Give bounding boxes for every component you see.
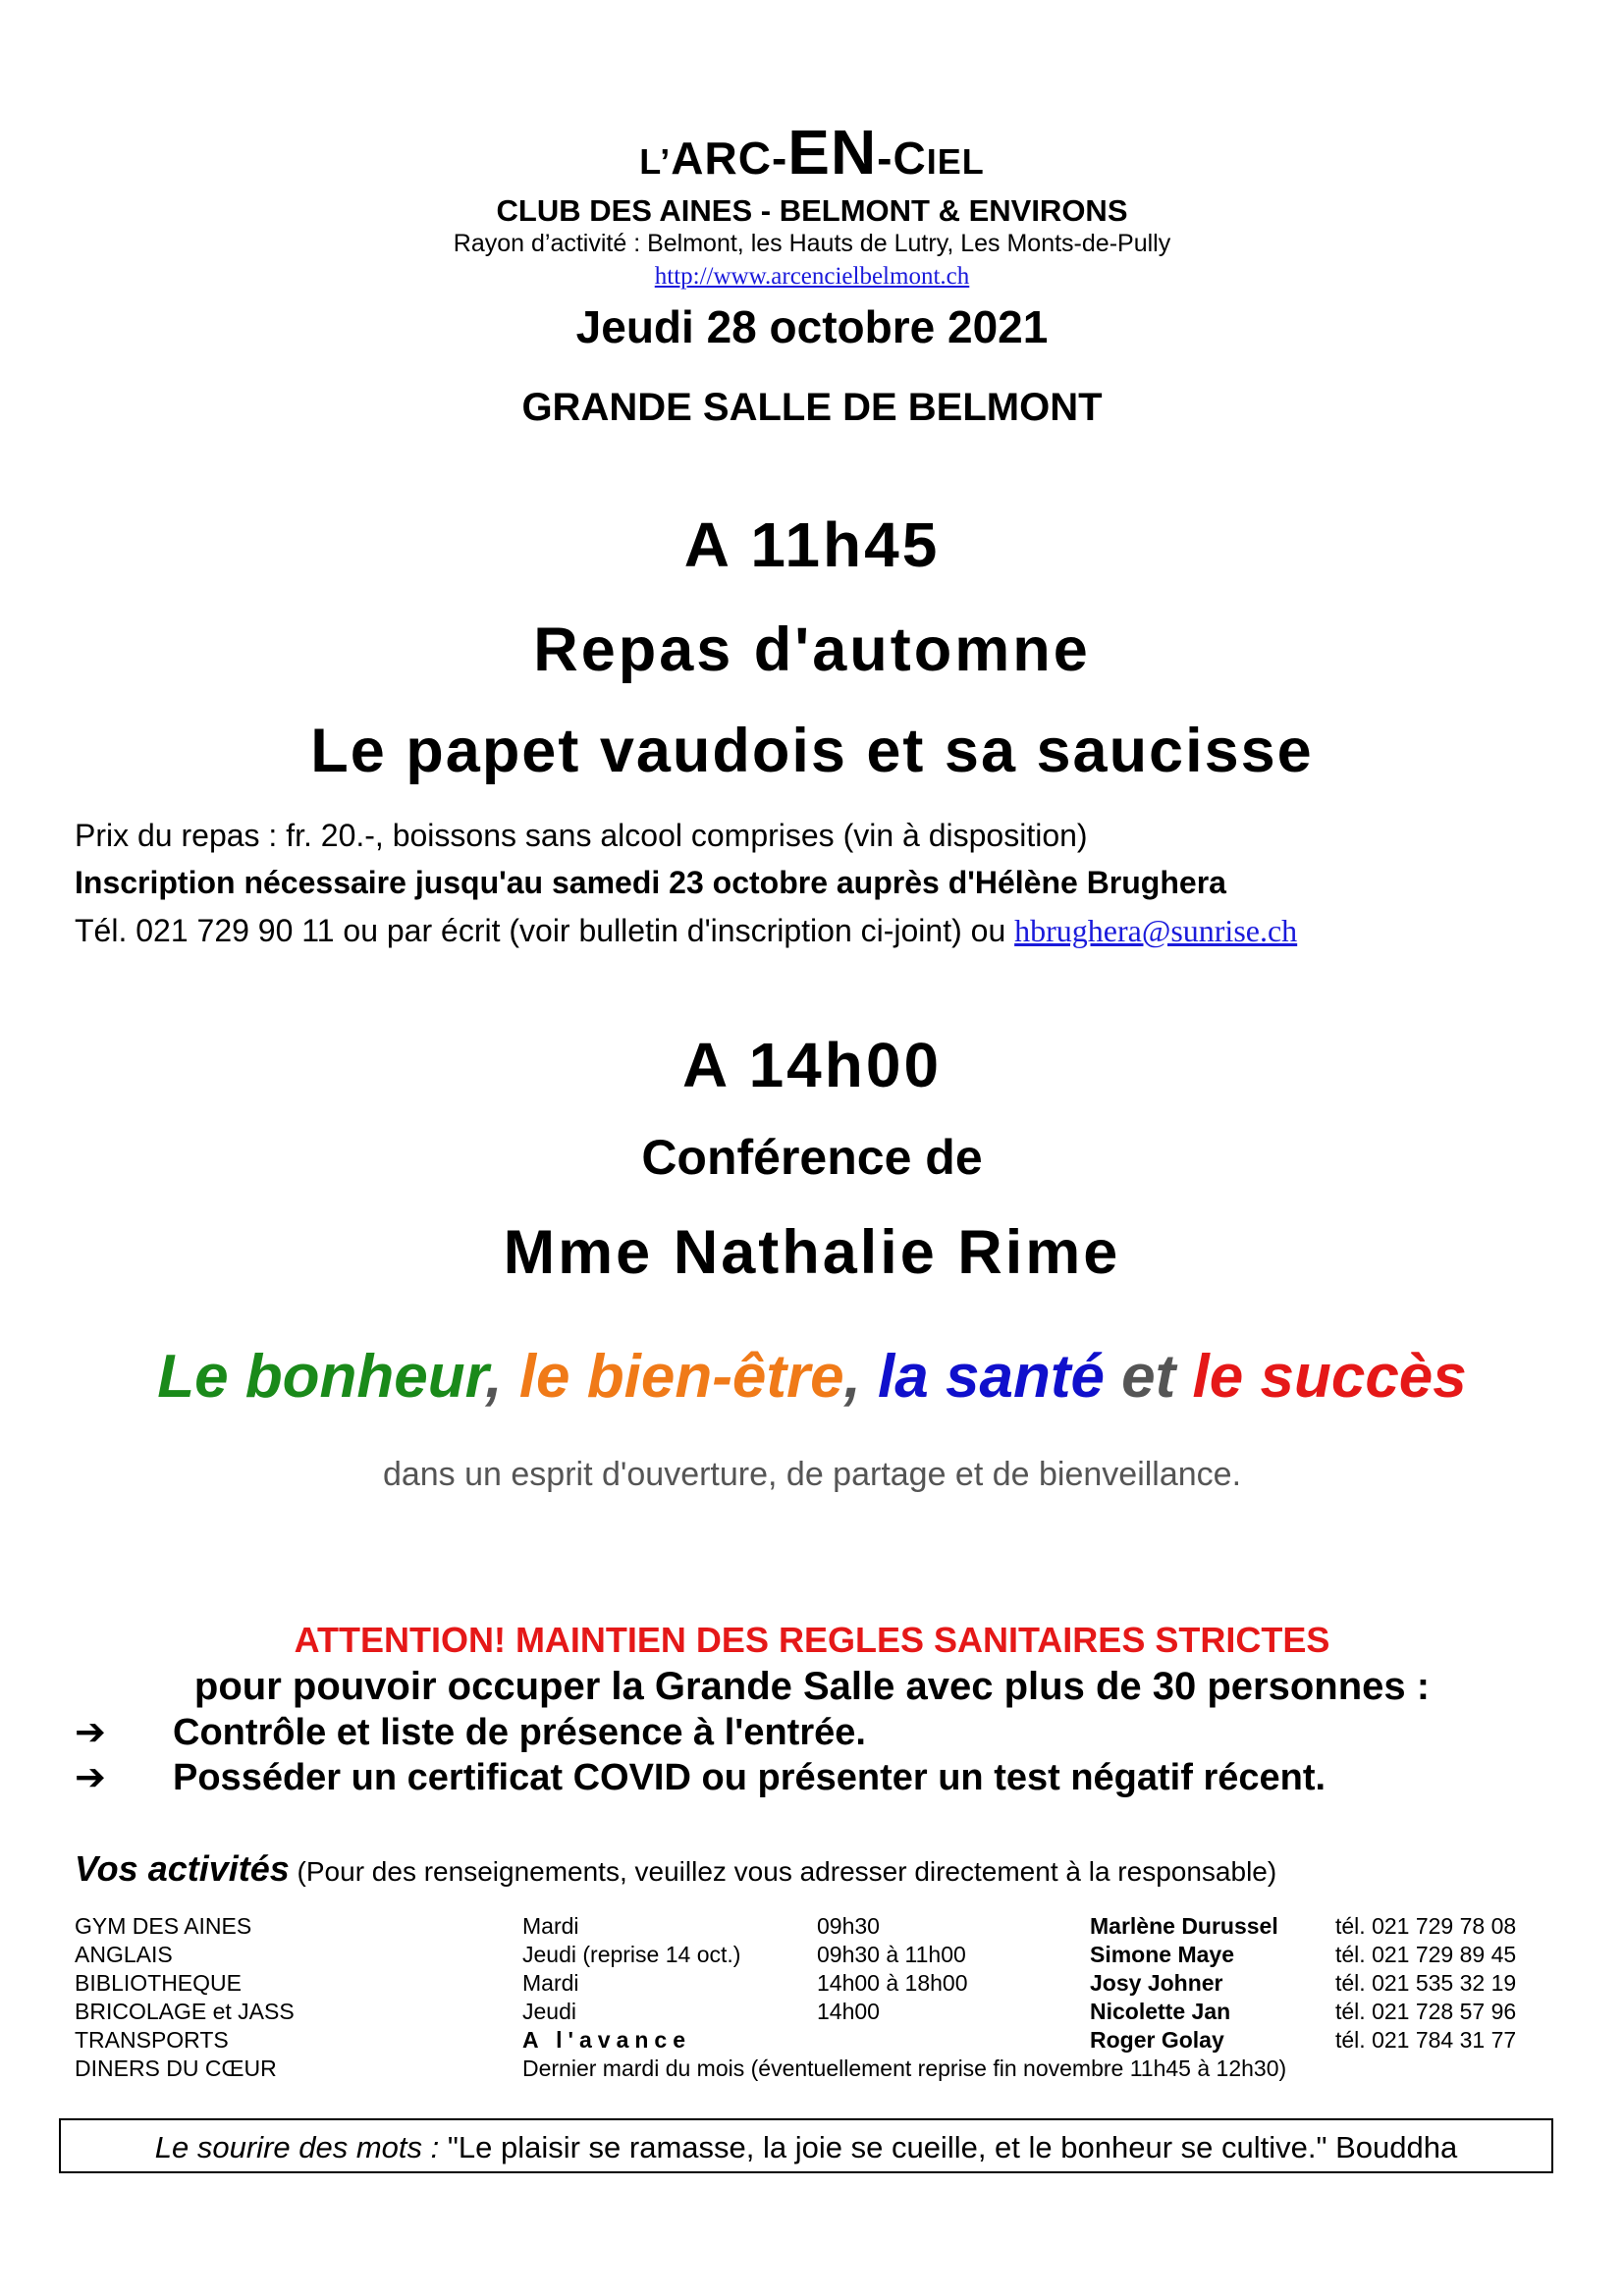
meal-menu: Le papet vaudois et sa saucisse bbox=[310, 717, 1314, 785]
email-link[interactable]: hbrughera@sunrise.ch bbox=[1014, 913, 1298, 948]
sanitary-warning: ATTENTION! MAINTIEN DES REGLES SANITAIRES STRICTES bbox=[294, 1620, 1330, 1660]
sanitary-rule-text: Posséder un certificat COVID ou présenter un test négatif récent. bbox=[173, 1757, 1326, 1798]
sanitary-rule bbox=[75, 1710, 866, 1754]
activity-row bbox=[0, 1999, 1624, 2027]
activity-time: 09h30 bbox=[817, 1913, 880, 1939]
registration-contact bbox=[75, 913, 1297, 949]
activity-day: Dernier mardi du mois (éventuellement reprise fin novembre 11h45 à 12h30) bbox=[522, 2056, 1287, 2081]
quote-label: Le sourire des mots : bbox=[154, 2130, 448, 2164]
conference-intro: Conférence de bbox=[641, 1130, 983, 1185]
activities-note: (Pour des renseignements, veuillez vous adresser directement à la responsable) bbox=[289, 1856, 1277, 1887]
title-l: L bbox=[639, 141, 661, 182]
theme-bonheur: Le bonheur bbox=[157, 1343, 486, 1411]
event-date: Jeudi 28 octobre 2021 bbox=[575, 301, 1049, 352]
club-title bbox=[0, 116, 1624, 188]
conference-themes bbox=[0, 1342, 1624, 1412]
quote bbox=[61, 2130, 1551, 2165]
activity-time: 09h30 à 11h00 bbox=[817, 1942, 966, 1967]
activity-phone: tél. 021 729 78 08 bbox=[1335, 1913, 1517, 1939]
right-arrow-icon: ➔ bbox=[75, 1712, 106, 1753]
activity-phone: tél. 021 728 57 96 bbox=[1335, 1999, 1517, 2024]
activity-contact: Marlène Durussel bbox=[1090, 1913, 1278, 1939]
activity-name: BIBLIOTHEQUE bbox=[75, 1970, 242, 1996]
sanitary-rule bbox=[75, 1755, 1326, 1799]
activity-row bbox=[0, 2027, 1624, 2056]
theme-sep-3: et bbox=[1104, 1343, 1193, 1411]
activity-row bbox=[0, 1913, 1624, 1942]
activities-heading bbox=[75, 1848, 1276, 1890]
activity-day: Mardi bbox=[522, 1913, 579, 1939]
club-subtitle: CLUB DES AINES - BELMONT & ENVIRONS bbox=[496, 193, 1128, 228]
activity-contact: Nicolette Jan bbox=[1090, 1999, 1231, 2024]
activity-name: TRANSPORTS bbox=[75, 2027, 229, 2053]
activity-contact: Roger Golay bbox=[1090, 2027, 1224, 2053]
theme-sep-1: , bbox=[485, 1343, 519, 1411]
theme-sante: la santé bbox=[878, 1343, 1105, 1411]
title-en: EN bbox=[787, 117, 878, 187]
activity-day: Jeudi (reprise 14 oct.) bbox=[522, 1942, 741, 1967]
meal-title: Repas d'automne bbox=[533, 615, 1091, 684]
conference-spirit: dans un esprit d'ouverture, de partage et de bienveillance. bbox=[382, 1456, 1242, 1493]
registration-deadline: Inscription nécessaire jusqu'au samedi 23 octobre auprès d'Hélène Brughera bbox=[75, 865, 1226, 900]
activity-day: A l'avance bbox=[522, 2027, 692, 2053]
activity-contact: Simone Maye bbox=[1090, 1942, 1234, 1967]
right-arrow-icon: ➔ bbox=[75, 1757, 106, 1798]
activity-row bbox=[0, 1942, 1624, 1970]
title-apostrophe: ’ bbox=[660, 141, 672, 182]
quote-text: "Le plaisir se ramasse, la joie se cueille, et le bonheur se cultive." Bouddha bbox=[447, 2130, 1458, 2164]
title-c: C bbox=[893, 133, 927, 184]
theme-succes: le succès bbox=[1192, 1343, 1467, 1411]
sanitary-condition: pour pouvoir occuper la Grande Salle avec plus de 30 personnes : bbox=[193, 1665, 1431, 1708]
activity-time: 14h00 à 18h00 bbox=[817, 1970, 968, 1996]
theme-sep-2: , bbox=[843, 1343, 879, 1411]
theme-bien-etre: le bien-être bbox=[518, 1343, 844, 1411]
website-link[interactable]: http://www.arcencielbelmont.ch bbox=[654, 263, 970, 290]
activity-name: GYM DES AINES bbox=[75, 1913, 252, 1939]
title-dash: - bbox=[877, 133, 893, 184]
activity-time: 14h00 bbox=[817, 1999, 880, 2024]
activity-phone: tél. 021 729 89 45 bbox=[1335, 1942, 1517, 1967]
activity-area: Rayon d’activité : Belmont, les Hauts de Lutry, Les Monts-de-Pully bbox=[453, 230, 1171, 257]
activity-contact: Josy Johner bbox=[1090, 1970, 1223, 1996]
sanitary-rule-text: Contrôle et liste de présence à l'entrée. bbox=[173, 1712, 866, 1753]
conference-time: A 14h00 bbox=[681, 1030, 943, 1100]
activity-name: DINERS DU CŒUR bbox=[75, 2056, 277, 2081]
activity-name: BRICOLAGE et JASS bbox=[75, 1999, 295, 2024]
title-arc: ARC- bbox=[671, 133, 788, 184]
conference-speaker: Mme Nathalie Rime bbox=[503, 1218, 1121, 1287]
activity-day: Mardi bbox=[522, 1970, 579, 1996]
meal-time: A 11h45 bbox=[683, 509, 941, 580]
activity-name: ANGLAIS bbox=[75, 1942, 173, 1967]
activity-day: Jeudi bbox=[522, 1999, 576, 2024]
meal-price: Prix du repas : fr. 20.-, boissons sans alcool comprises (vin à disposition) bbox=[75, 818, 1088, 853]
activity-row bbox=[0, 1970, 1624, 1999]
activity-row bbox=[0, 2056, 1624, 2084]
activity-phone: tél. 021 784 31 77 bbox=[1335, 2027, 1517, 2053]
activities-title: Vos activités bbox=[75, 1848, 290, 1889]
quote-box bbox=[59, 2118, 1553, 2173]
event-venue: GRANDE SALLE DE BELMONT bbox=[521, 386, 1103, 429]
activity-phone: tél. 021 535 32 19 bbox=[1335, 1970, 1517, 1996]
registration-contact-text: Tél. 021 729 90 11 ou par écrit (voir bulletin d'inscription ci-joint) ou bbox=[75, 913, 1015, 948]
title-iel: IEL bbox=[926, 141, 985, 182]
